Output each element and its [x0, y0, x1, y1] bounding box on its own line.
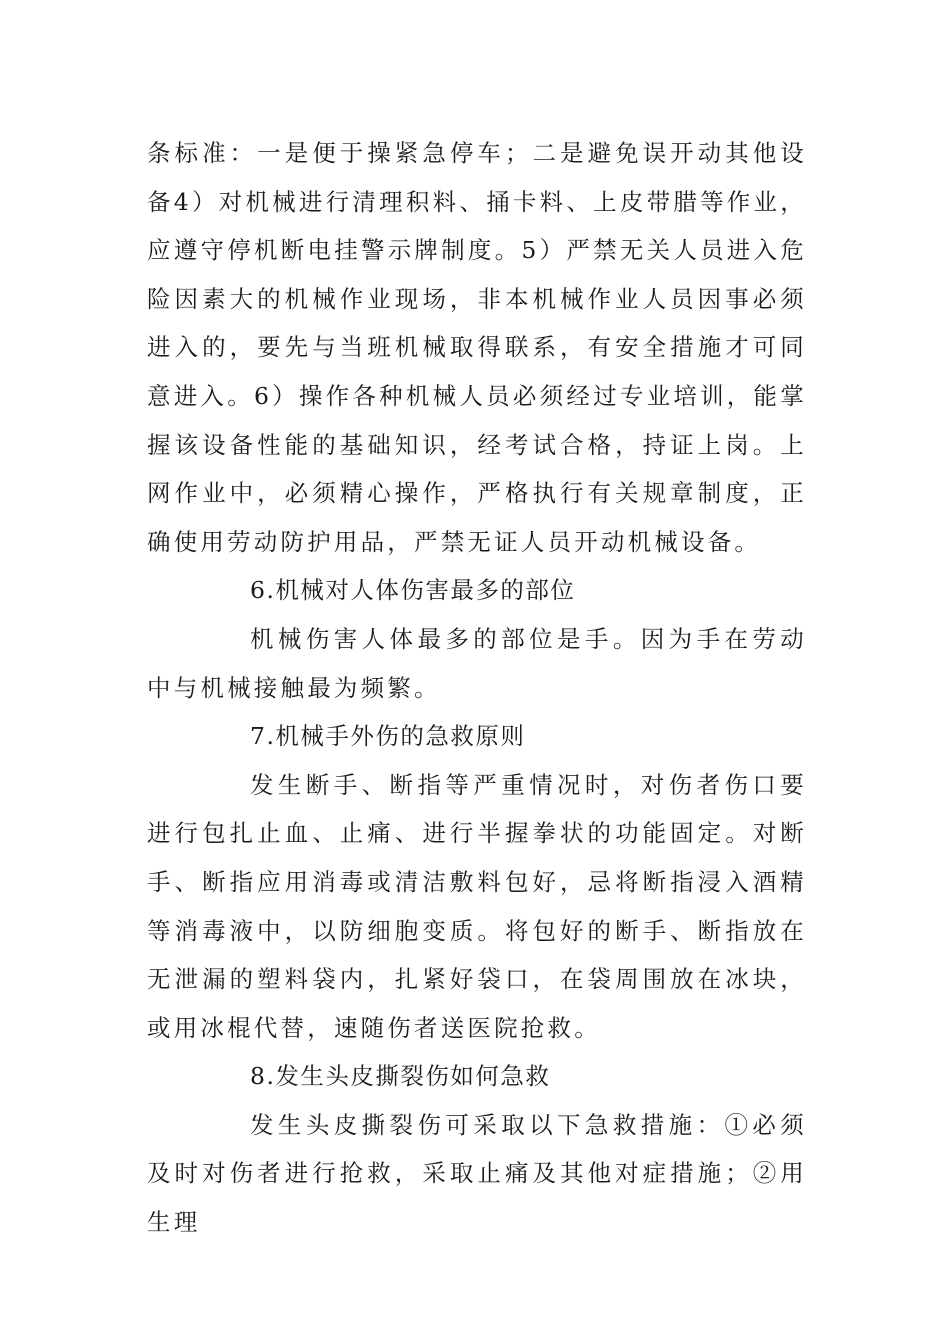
paragraph-safety-rules: 条标准：一是便于操紧急停车；二是避免误开动其他设备4）对机械进行清理积料、捅卡料、上皮带腊等作业，应遵守停机断电挂警示牌制度。5）严禁无关人员进入危险因素大的机械作业现场，非本机械作业人员因事必须进入的，要先与当班机械取得联系，有安全措施才可同意进入。6）操作各种机械人员必须经过专业培训，能掌握该设备性能的基础知识，经考试合格，持证上岗。上网作业中，必须精心操作，严格执行有关规章制度，正确使用劳动防护用品，严禁无证人员开动机械设备。 [147, 139, 807, 556]
document-body [147, 129, 807, 1247]
section-heading-6: 6.机械对人体伤害最多的部位 [250, 576, 576, 605]
section-heading-7: 7.机械手外伤的急救原则 [250, 722, 526, 751]
paragraph-first-aid-hand: 发生断手、断指等严重情况时，对伤者伤口要进行包扎止血、止痛、进行半握拳状的功能固定。对断手、断指应用消毒或清洁敷料包好，忌将断指浸入酒精等消毒液中，以防细胞变质。将包好的断手、断指放在无泄漏的塑料袋内，扎紧好袋口，在袋周围放在冰块，或用冰棍代替，速随伤者送医院抢救。 [147, 770, 807, 1042]
section-heading-8: 8.发生头皮撕裂伤如何急救 [250, 1062, 551, 1091]
paragraph-scalp-injury: 发生头皮撕裂伤可采取以下急救措施：①必须及时对伤者进行抢救，采取止痛及其他对症措施；②用生理 [147, 1110, 807, 1237]
paragraph-hand-injury: 机械伤害人体最多的部位是手。因为手在劳动中与机械接触最为频繁。 [147, 624, 807, 702]
